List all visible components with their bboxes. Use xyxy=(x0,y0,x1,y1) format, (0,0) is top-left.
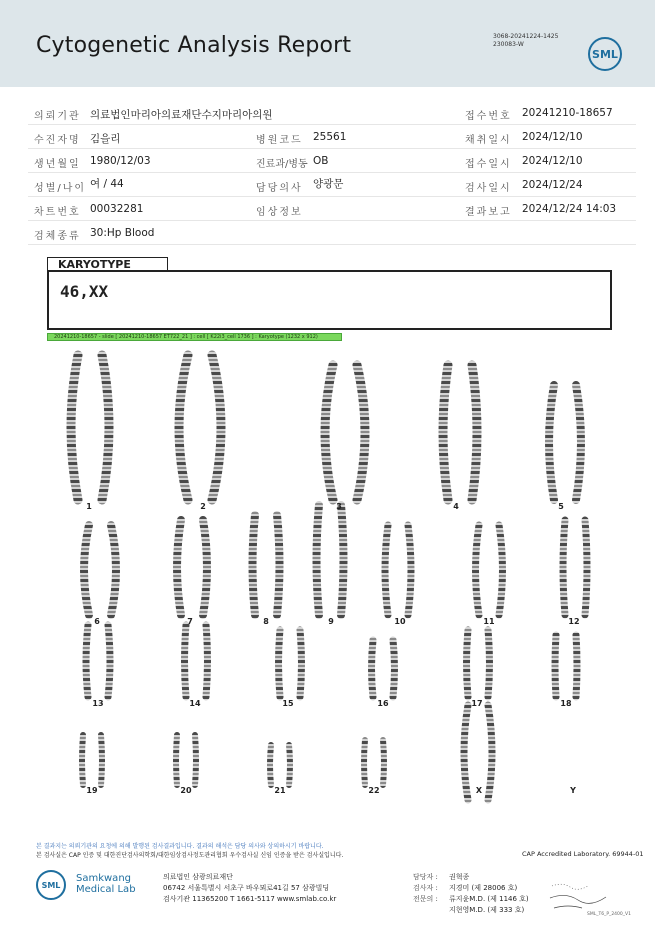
chromosome-15-b xyxy=(300,630,302,697)
chromosome-label-2: 2 xyxy=(200,502,206,511)
staff-signatures xyxy=(413,872,529,916)
chromosome-20-b xyxy=(195,735,196,785)
chromosome-label-19: 19 xyxy=(86,786,98,795)
chromosome-14-a xyxy=(185,625,187,697)
collect-date-label: 채취일시 xyxy=(465,135,512,146)
receipt-no-label: 접수번호 xyxy=(465,111,512,122)
chromosome-layer xyxy=(71,355,587,800)
chromosome-label-4: 4 xyxy=(453,502,459,511)
chromosome-label-9: 9 xyxy=(328,617,334,626)
chromosome-label-18: 18 xyxy=(560,699,572,708)
chromosome-label-1: 1 xyxy=(86,502,92,511)
specialist2-value: 지현영M.D. (제 333 호) xyxy=(449,906,525,914)
chromosome-17-b xyxy=(488,630,490,697)
document-id-line2: 230083-W xyxy=(493,41,524,48)
report-title: Cytogenetic Analysis Report xyxy=(36,33,352,58)
chromosome-label-10: 10 xyxy=(394,617,406,626)
chromosome-9-b xyxy=(341,505,344,615)
chromosome-1-b xyxy=(102,355,109,500)
chromosome-label-17: 17 xyxy=(471,699,483,708)
chart-no-value: 00032281 xyxy=(90,203,144,215)
dept-label: 진료과/병동 xyxy=(256,159,308,170)
chromosome-18-b xyxy=(576,635,577,697)
chromosome-4-a xyxy=(443,365,448,500)
report-date-label: 결과보고 xyxy=(465,207,512,218)
footer-note-2: 본 검사실은 CAP 인증 및 대한진단검사의학회/대한임상검사정도관리협회 우수검사실 신임 인증을 받은 검사실입니다. xyxy=(36,852,344,859)
karyotype-value: 46,XX xyxy=(60,282,109,301)
dept-value: OB xyxy=(313,155,329,167)
chromosome-16-a xyxy=(372,640,374,697)
chromosome-6-a xyxy=(84,525,89,615)
chromosome-label-11: 11 xyxy=(483,617,495,626)
chromosome-12-b xyxy=(585,520,587,615)
doctor-value: 양광문 xyxy=(313,178,344,190)
chromosome-label-X: X xyxy=(475,786,483,795)
dob-label: 생년월일 xyxy=(34,159,81,170)
document-id-line1: 3068-20241224-1425 xyxy=(493,33,559,40)
chromosome-label-7: 7 xyxy=(187,617,193,626)
chromosome-13-a xyxy=(86,625,88,697)
chromosome-X-a xyxy=(464,705,468,800)
chromosome-19-b xyxy=(101,735,102,785)
chromosome-17-a xyxy=(467,630,469,697)
chromosome-label-5: 5 xyxy=(558,502,564,511)
info-row xyxy=(28,125,636,149)
tester-value: 지경미 (제 28006 호) xyxy=(449,884,518,892)
chromosome-label-layer xyxy=(86,502,579,795)
info-row xyxy=(28,173,636,197)
chromosome-X-b xyxy=(488,705,492,800)
info-row xyxy=(28,149,636,173)
chromosome-11-a xyxy=(476,525,480,615)
sml-logo-text: SML xyxy=(592,47,618,61)
chromosome-label-Y: Y xyxy=(570,786,576,795)
test-date-label: 검사일시 xyxy=(465,183,512,194)
chromosome-14-b xyxy=(206,625,208,697)
chromosome-7-b xyxy=(203,520,207,615)
receipt-date-value: 2024/12/10 xyxy=(522,155,583,167)
footer-note-1: 본 결과지는 의뢰기관의 요청에 의해 발행된 검사결과입니다. 결과의 해석은 담당 의사와 상의하시기 바랍니다. xyxy=(36,843,324,850)
specimen-label: 검체종류 xyxy=(34,231,81,242)
chromosome-22-a xyxy=(364,740,365,785)
sex-age-value: 여 / 44 xyxy=(90,178,124,190)
chromosome-label-16: 16 xyxy=(377,699,389,708)
report-date-value: 2024/12/24 14:03 xyxy=(522,203,617,215)
cap-accreditation: CAP Accredited Laboratory. 69944-01 xyxy=(522,850,644,858)
chromosome-1-a xyxy=(71,355,78,500)
manager-label: 담당자 : xyxy=(413,873,438,881)
chromosome-10-a xyxy=(385,525,388,615)
address-line3: 검사기관 11365200 T 1661-5117 www.smlab.co.kr xyxy=(163,895,337,903)
collect-date-value: 2024/12/10 xyxy=(522,131,583,143)
specialist-label: 전문의 : xyxy=(413,895,438,903)
chromosome-15-a xyxy=(279,630,281,697)
logo-name-line1: Samkwang xyxy=(76,873,131,884)
chromosome-12-a xyxy=(563,520,565,615)
chart-no-label: 차트번호 xyxy=(34,207,81,218)
chromosome-11-b xyxy=(499,525,503,615)
chromosome-18-a xyxy=(555,635,556,697)
hospital-code-label: 병원코드 xyxy=(256,135,303,146)
chromosome-3-b xyxy=(357,365,365,500)
logo-name-line2: Medical Lab xyxy=(76,884,136,895)
chromosome-5-b xyxy=(576,385,581,500)
chromosome-label-14: 14 xyxy=(189,699,201,708)
doctor-label: 담당의사 xyxy=(256,183,303,194)
clinical-label: 임상정보 xyxy=(256,207,303,218)
chromosome-20-a xyxy=(176,735,177,785)
info-row xyxy=(28,197,636,221)
chromosome-label-8: 8 xyxy=(263,617,269,626)
dob-value: 1980/12/03 xyxy=(90,155,151,167)
chromosome-19-a xyxy=(82,735,83,785)
karyotype-image-caption: 20241210-18657 - slide [ 20241210-18657 ET722_21 ] : cell [ K22i3_cell 1736 ] : Karyotype (1232 x 912) xyxy=(47,333,342,341)
chromosome-label-21: 21 xyxy=(274,786,286,795)
report-header xyxy=(0,0,655,87)
form-version: SML_T6_P_2400_V1 xyxy=(587,912,631,917)
sex-age-label: 성별/나이 xyxy=(34,183,87,194)
signature-scribble xyxy=(548,880,628,912)
samkwang-logo-name xyxy=(76,873,136,895)
institution-label: 의뢰기관 xyxy=(34,111,81,122)
patient-info-table xyxy=(28,101,636,245)
chromosome-21-a xyxy=(270,745,271,785)
chromosome-7-a xyxy=(177,520,181,615)
footer-notes xyxy=(36,842,343,860)
chromosome-6-b xyxy=(111,525,116,615)
hospital-code-value: 25561 xyxy=(313,131,347,143)
chromosome-label-3: 3 xyxy=(336,502,342,511)
specialist1-value: 류지윤M.D. (제 1146 호) xyxy=(449,895,529,903)
receipt-no-value: 20241210-18657 xyxy=(522,107,613,119)
chromosome-label-13: 13 xyxy=(92,699,104,708)
chromosome-2-b xyxy=(212,355,221,500)
karyotype-tab: KARYOTYPE xyxy=(47,257,168,271)
lab-address xyxy=(163,872,336,905)
chromosome-9-a xyxy=(317,505,320,615)
specimen-value: 30:Hp Blood xyxy=(90,227,155,239)
chromosome-label-15: 15 xyxy=(282,699,294,708)
info-row xyxy=(28,221,636,245)
chromosome-8-a xyxy=(253,515,256,615)
chromosome-label-12: 12 xyxy=(568,617,580,626)
patient-label: 수진자명 xyxy=(34,135,81,146)
address-line2: 06742 서울특별시 서초구 바우뫼로41길 57 삼광빌딩 xyxy=(163,884,330,892)
chromosome-21-b xyxy=(289,745,290,785)
chromosome-label-20: 20 xyxy=(180,786,192,795)
samkwang-logo-mark: SML xyxy=(36,870,66,900)
sml-logo xyxy=(588,37,622,71)
address-line1: 의료법인 삼광의료재단 xyxy=(163,873,233,881)
chromosome-16-b xyxy=(393,640,395,697)
chromosome-2-a xyxy=(179,355,188,500)
chromosome-5-a xyxy=(549,385,554,500)
karyogram-image xyxy=(0,345,655,805)
chromosome-4-b xyxy=(472,365,477,500)
chromosome-13-b xyxy=(108,625,110,697)
samkwang-logo xyxy=(36,868,146,900)
test-date-value: 2024/12/24 xyxy=(522,179,583,191)
manager-value: 권혁종 xyxy=(449,873,470,881)
chromosome-label-6: 6 xyxy=(94,617,100,626)
chromosome-label-22: 22 xyxy=(368,786,380,795)
receipt-date-label: 접수일시 xyxy=(465,159,512,170)
document-id xyxy=(493,33,558,49)
chromosome-22-b xyxy=(383,740,384,785)
chromosome-10-b xyxy=(408,525,411,615)
patient-value: 김을리 xyxy=(90,133,121,145)
chromosome-3-a xyxy=(325,365,333,500)
karyotype-result-box xyxy=(47,270,612,330)
chromosome-8-b xyxy=(277,515,280,615)
institution-value: 의료법인마리아의료재단수지마리아의원 xyxy=(90,109,273,121)
info-row xyxy=(28,101,636,125)
tester-label: 검사자 : xyxy=(413,884,438,892)
